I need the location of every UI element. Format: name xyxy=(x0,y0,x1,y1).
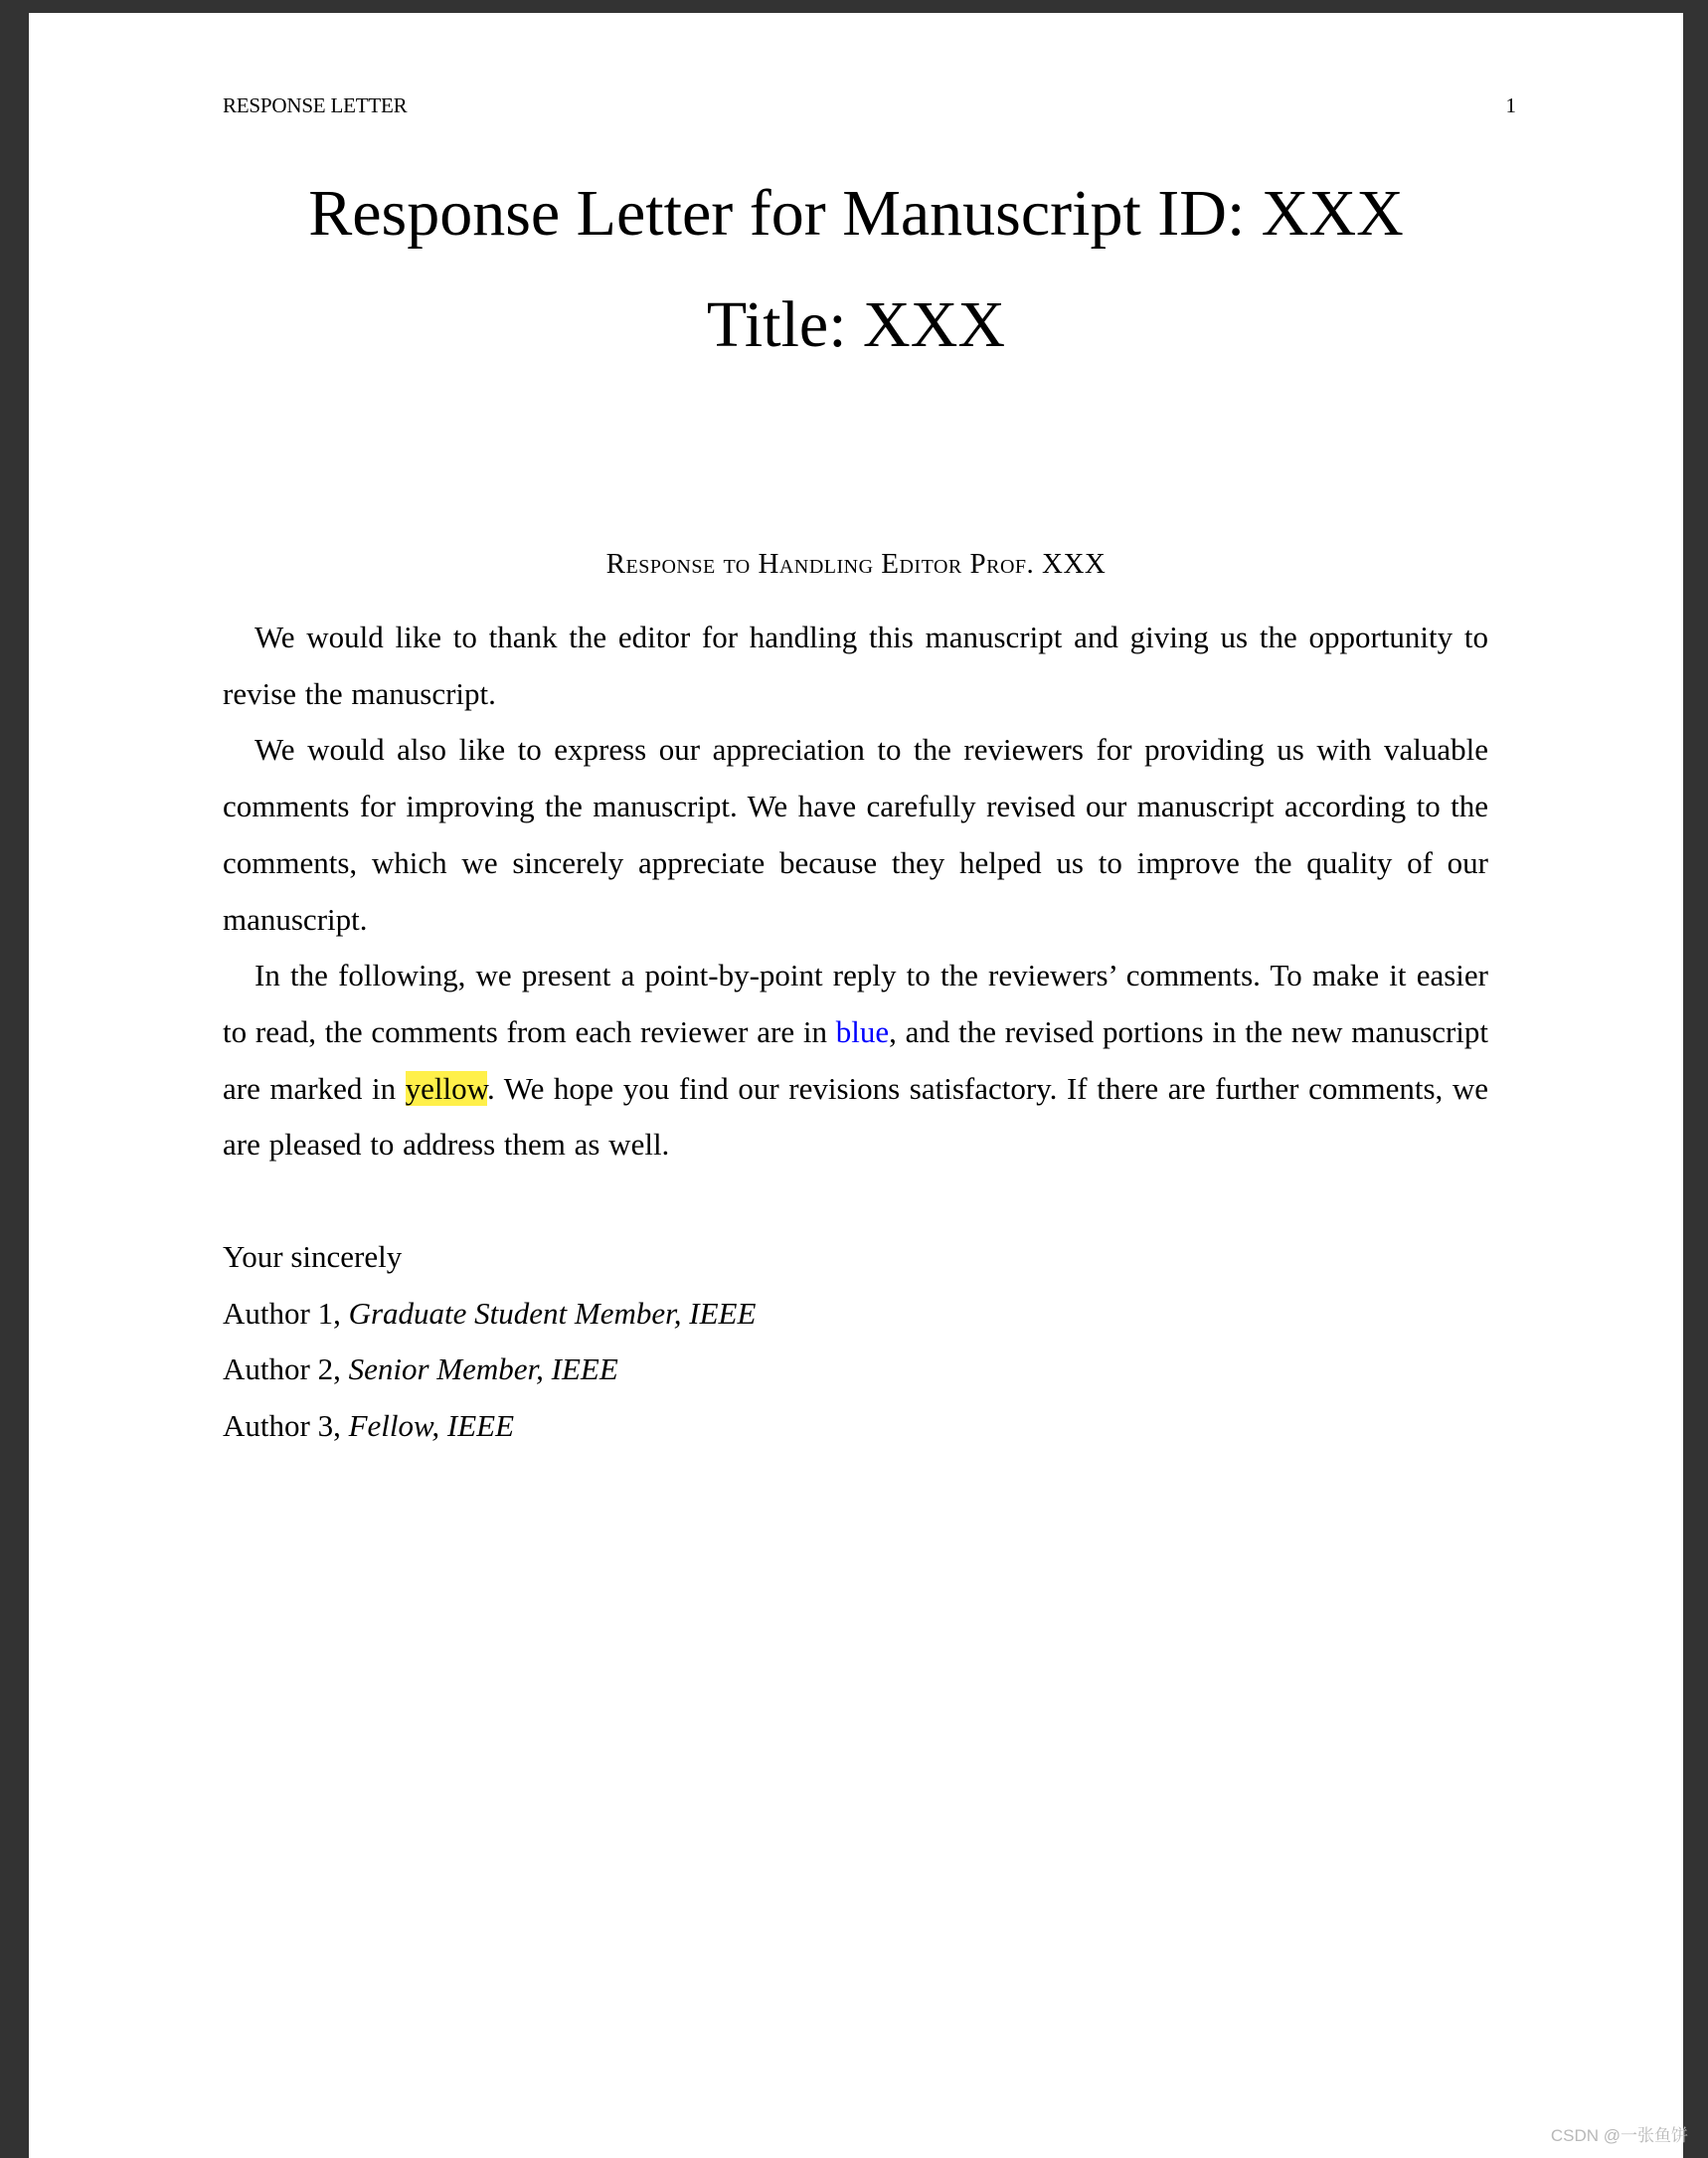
running-header: RESPONSE LETTER xyxy=(223,93,408,117)
signature-block xyxy=(223,1229,756,1455)
closing-line: Your sincerely xyxy=(223,1239,403,1274)
paragraph-response-format xyxy=(223,948,1488,1173)
blue-colored-word: blue xyxy=(835,1013,890,1049)
letter-body xyxy=(223,610,1488,1173)
section-heading: Response to Handling Editor Prof. XXX xyxy=(605,548,1107,580)
author-line xyxy=(223,1342,756,1398)
paragraph-thanks-editor: We would like to thank the editor for handling this manuscript and giving us the opportunity to revise the manuscript. xyxy=(223,620,1488,711)
paragraph-text-part: . We hope you find our revisions satisfactory. If there are further comments, we are pleased to address them as well. xyxy=(223,1070,1488,1163)
author-line xyxy=(223,1398,756,1455)
author-line xyxy=(223,1286,756,1343)
author-name: Author 3, xyxy=(223,1408,349,1444)
document-subtitle: Title: XXX xyxy=(706,288,1006,361)
yellow-highlighted-word: yellow xyxy=(405,1070,488,1106)
author-role: Graduate Student Member, IEEE xyxy=(348,1295,757,1331)
author-name: Author 1, xyxy=(223,1295,349,1331)
paragraph-text-part: , and the revised portions in the new manuscript are marked in xyxy=(223,1013,1488,1106)
author-role: Fellow, IEEE xyxy=(348,1408,515,1444)
watermark-text: CSDN @一张鱼饼 xyxy=(1550,2126,1688,2145)
document-page xyxy=(29,13,1683,2158)
page-number: 1 xyxy=(1505,93,1516,117)
document-title: Response Letter for Manuscript ID: XXX xyxy=(308,177,1404,250)
paragraph-thanks-reviewers: We would also like to express our appreciation to the reviewers for providing us with valuable comments for improving the manuscript. We have carefully revised our manuscript according to the comments, which we sincerely appreciate because they helped us to improve the quality of our manuscript. xyxy=(223,732,1488,937)
paragraph-text-part: In the following, we present a point-by-point reply to the reviewers’ comments. To make it easier to read, the comments from each reviewer are in xyxy=(223,958,1488,1049)
author-name: Author 2, xyxy=(223,1351,349,1387)
author-role: Senior Member, IEEE xyxy=(348,1351,618,1387)
